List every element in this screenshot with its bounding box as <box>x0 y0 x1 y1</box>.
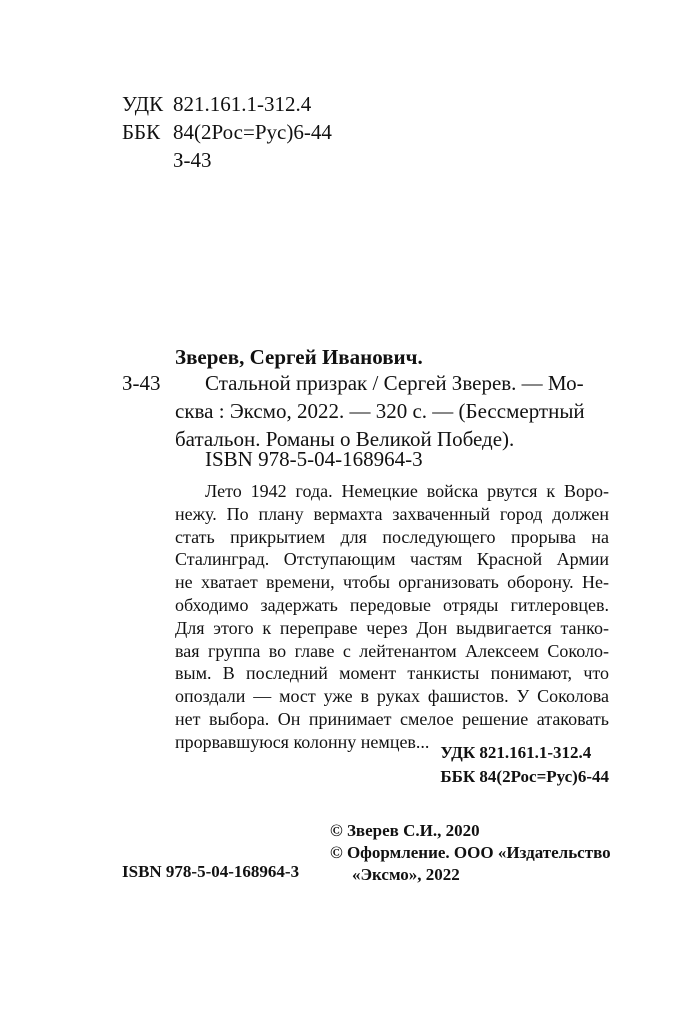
copyright-design: © Оформление. ООО «Издательство <box>330 843 611 862</box>
copyright-author: © Зверев С.И., 2020 <box>330 821 480 840</box>
annotation-line: Сталинград. Отступающим частям Красной Армии <box>175 549 609 570</box>
description-line: Стальной призрак / Сергей Зверев. — Мо- <box>205 371 584 395</box>
isbn-top: ISBN 978-5-04-168964-3 <box>205 447 423 471</box>
isbn-bottom: ISBN 978-5-04-168964-3 <box>122 862 300 881</box>
annotation-line: вым. В последний момент танкисты понимают, что <box>175 663 609 684</box>
annotation-line: нет выбора. Он принимает смелое решение атаковать <box>175 708 609 729</box>
bibliographic-description <box>175 369 609 453</box>
annotation-line: опоздали — мост уже в руках фашистов. У Соколова <box>175 686 609 707</box>
annotation-line: обходимо задержать передовые отряды гитлеровцев. <box>175 594 609 615</box>
annotation-line: стать прикрытием для последующего прорыва на <box>175 526 609 547</box>
description-line: сква : Эксмо, 2022. — 320 с. — (Бессмертный <box>175 399 585 423</box>
bbk-label: ББК <box>122 120 161 144</box>
annotation <box>175 480 609 754</box>
author-mark: З-43 <box>173 148 212 172</box>
classification-codes-block <box>122 90 332 174</box>
bbk-value: 84(2Рос=Рус)6-44 <box>173 120 332 144</box>
annotation-line: Для этого к переправе через Дон выдвигается танко- <box>175 617 609 638</box>
classification-bottom <box>440 741 609 789</box>
udk-label: УДК <box>122 92 164 116</box>
bbk-bottom: ББК 84(2Рос=Рус)6-44 <box>440 767 609 786</box>
udk-value: 821.161.1-312.4 <box>173 92 312 116</box>
copyright-block <box>330 820 611 886</box>
annotation-line: прорвавшуюся колонну немцев... <box>175 731 430 752</box>
catalog-code: З-43 <box>122 371 161 395</box>
annotation-line: Лето 1942 года. Немецкие войска рвутся к Воро- <box>205 481 609 501</box>
author-heading: Зверев, Сергей Иванович. <box>175 345 423 369</box>
copyright-publisher: «Эксмо», 2022 <box>352 865 460 884</box>
udk-bottom: УДК 821.161.1-312.4 <box>440 743 592 762</box>
annotation-line: нежу. По плану вермахта захваченный город должен <box>175 503 609 524</box>
bbk-row <box>122 118 332 146</box>
udk-row <box>122 90 332 118</box>
description-line: батальон. Романы о Великой Победе). <box>175 427 515 451</box>
annotation-line: вая группа во главе с лейтенантом Алексеем Соколо- <box>175 640 609 661</box>
author-mark-row <box>122 146 332 174</box>
annotation-line: не хватает времени, чтобы организовать оборону. Не- <box>175 572 609 593</box>
